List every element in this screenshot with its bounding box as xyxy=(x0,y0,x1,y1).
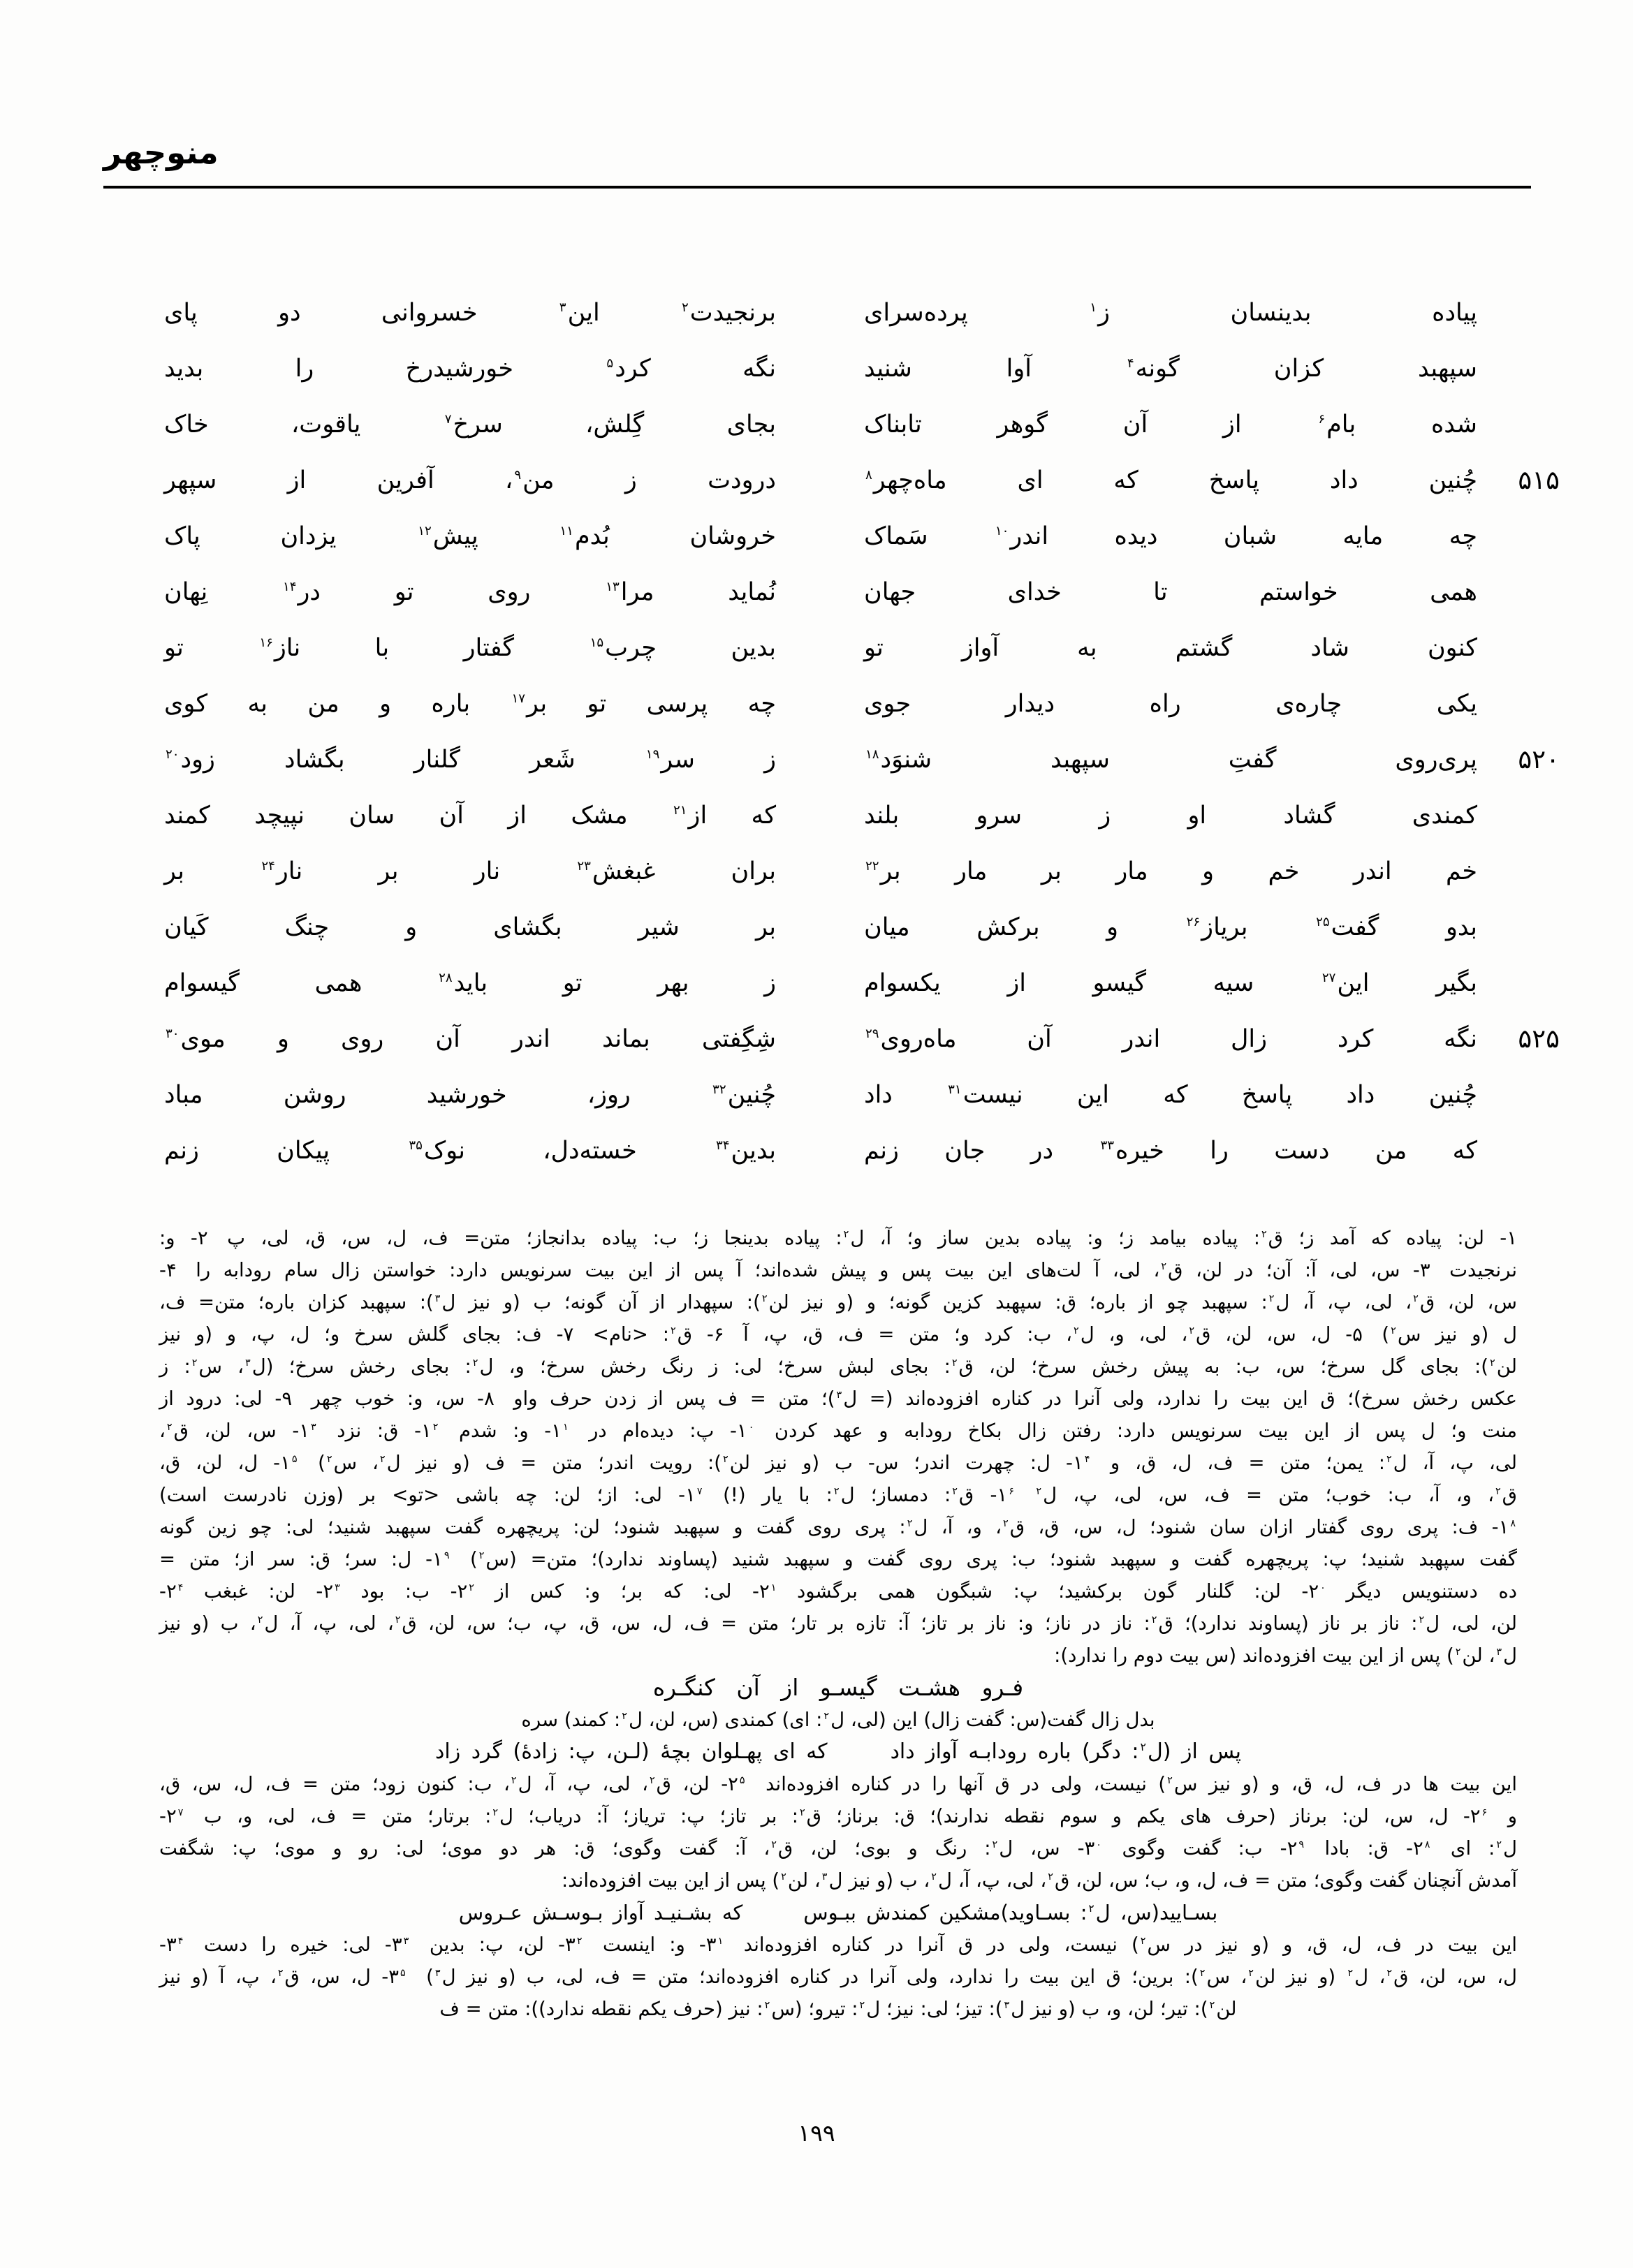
column-gap xyxy=(776,732,864,788)
hemistich-left: نگه کرد$^۵$ خورشیدرخ را بدید xyxy=(164,355,776,383)
verse-number xyxy=(1477,1123,1560,1179)
hemistich-left: بر شیر بگشای و چنگ کَیان xyxy=(164,913,776,941)
column-gap xyxy=(776,341,864,397)
hemistich-right: چُنین داد پاسخ که ای ماه‌چهر$^۸$ xyxy=(865,466,1477,494)
column-gap xyxy=(776,1123,864,1179)
apparatus-line: ل$^۲$: ای $۲^۸-$ ق: بادا $۲^۹-$ ب: گفت وگوی $۳^۰-$ س، ل$^۲$: رنگ و بوی؛ لن، ق$^۲$، آ: گفت وگوی؛ ق: هر دو موی؛ لی: رو و موی؛ پ: شگفت xyxy=(159,1837,1517,1860)
hemistich-right: کمندی گشاد او ز سرو بلند xyxy=(864,802,1477,830)
apparatus-line: لن، لی، ل$^۲$: ناز بر ناز (پساوند ندارد)؛ ق$^۲$: ناز در ناز؛ و: ناز بر تاز؛ آ: تازه بر تار؛ متن = ف، ل، س، ق، پ، ب؛ س، لن، ق$^۲$، لی، پ، آ، ل$^۲$، ب (و نیز xyxy=(159,1612,1518,1635)
apparatus-line: نرنجیدت ۳- س، لی، آ: آن؛ در لن، ق$^۲$، لی، آ لت‌های این بیت پس و پیش شده‌اند؛ آ پس از این بیت سرنویس دارد: خواستن زال سام رودابه را ۴- xyxy=(159,1259,1517,1281)
apparatus-line: ق$^۲$، و، آ، ب: خوب؛ متن = ف، س، لی، پ، ل$^۲$ $۱^۶-$ ق$^۲$: دمساز؛ ل$^۲$: با یار (!) $۱^۷-$ لی: از؛ لن: چه باشی <تو> بر (وزن نادرست است) xyxy=(159,1484,1517,1506)
hemistich-left: بران غبغش$^{۲۳}$ نار بر نار$^{۲۴}$ بر xyxy=(164,857,777,885)
chapter-title: منوچهر xyxy=(103,134,219,171)
column-gap xyxy=(776,285,864,341)
header-rule xyxy=(103,186,1531,189)
verse-row xyxy=(164,899,1560,955)
apparatus-line: این بیت در ف، ل، ق، و (و نیز در س$^۲$) نیست، ولی در ق آنرا در کناره افزوده‌اند $۳^۱-$ و: اینست $۳^۲-$ لن، پ: بدین $۳^۳-$ لی: خیره را دست $۳^۴-$ xyxy=(159,1934,1517,1956)
hemistich-right: یکی چاره‌ی راه دیدار جوی xyxy=(864,690,1477,718)
apparatus-line: این بیت ها در ف، ل، ق، و (و نیز س$^۲$) نیست، ولی در ق آنها را در کناره افزوده‌اند $۲^۵-$ لن، ق$^۲$، لی، پ، آ، ل$^۲$، ب: کنون زود؛ متن = ف، ل، س، ق، xyxy=(159,1773,1518,1795)
verse-row xyxy=(164,1067,1560,1123)
column-gap xyxy=(776,1011,864,1067)
hemistich-right: سپهبد کزان گونه$^۴$ آوا شنید xyxy=(864,355,1477,383)
column-gap xyxy=(776,620,864,676)
poem-section xyxy=(164,285,1560,1179)
hemistich-left: برنجیدت$^۲$ این$^۳$ خسروانی دو پای xyxy=(164,299,777,327)
verse-number xyxy=(1477,1067,1560,1123)
verse-row xyxy=(164,955,1560,1011)
apparatus-line: فـرو هشـت گیسـو از آن کنگـره xyxy=(652,1674,1024,1701)
apparatus-line: بدل زال گفت(س: گفت زال) این (لی، ل$^۲$: ای) کمندی (س، لن، ل$^۲$: کمند) سره xyxy=(521,1709,1155,1731)
hemistich-left: ز بهر تو باید$^{۲۸}$ همی گیسوام xyxy=(164,969,776,997)
verse-row xyxy=(164,732,1560,788)
hemistich-right: همی خواستم تا خدای جهان xyxy=(864,578,1477,606)
verse-number xyxy=(1477,788,1560,844)
verse-number xyxy=(1477,508,1560,564)
hemistich-left: درودت ز من$^۹$، آفرین از سپهر xyxy=(164,466,776,494)
hemistich-right: پیاده بدینسان ز$^۱$ پرده‌سرای xyxy=(864,299,1477,327)
hemistich-left: چه پرسی تو بر$^{۱۷}$ باره و من به کوی xyxy=(164,690,776,718)
hemistich-right: بدو گفت$^{۲۵}$ بریاز$^{۲۶}$ و برکش میان xyxy=(864,913,1477,941)
verse-number xyxy=(1477,564,1560,620)
verse-row xyxy=(164,788,1560,844)
verse-row xyxy=(164,285,1560,341)
apparatus-line: ل (و نیز س$^۲$) ۵- ل، س، لن، ق$^۲$، لی، و، ل$^۲$، ب: کرد و؛ متن = ف، ق، پ، آ ۶- ق$^۲$: <نام> ۷- ف: بجای گلش سرخ و؛ ل، پ، و (و نیز xyxy=(159,1323,1517,1346)
hemistich-left: ز سر$^{۱۹}$ شَعر گلنار بگشاد زود$^{۲۰}$ xyxy=(166,746,776,774)
hemistich-right: چه مایه شبان دیده اندر$^{۱۰}$ سَماک xyxy=(864,522,1477,550)
verse-row xyxy=(164,844,1560,899)
column-gap xyxy=(776,564,864,620)
verse-number xyxy=(1477,955,1560,1011)
column-gap xyxy=(776,397,864,452)
apparatus-line: س، لن، ق$^۲$، لی، پ، آ، ل$^۲$: سپهبد چو از باره؛ ق: سپهبد کزین گونه؛ و (و نیز لن$^۲$): سپهدار از آن گونه؛ ب (و نیز ل$^۳$): سپهبد کزان باره؛ متن= ف، xyxy=(159,1291,1518,1313)
hemistich-left: که از$^{۲۱}$ مشک از آن سان نپیچد کمند xyxy=(164,802,776,830)
verse-number: ۵۲۵ xyxy=(1518,1024,1560,1054)
hemistich-left: چُنین$^{۳۲}$ روز، خورشید روشن مباد xyxy=(164,1081,776,1109)
column-gap xyxy=(776,452,864,508)
apparatus-line: منت و؛ ل پس از این بیت سرنویس دارد: رفتن زال بکاخ رودابه و عهد کردن $۱^۰-$ پ: دیده‌ام در $۱^۱-$ و: شدم $۱^۲-$ ق: نزد $۱^۳-$ س، لن، ق$^۲$، xyxy=(159,1420,1517,1442)
hemistich-right: بگیر این$^{۲۷}$ سیه گیسو از یکسوام xyxy=(864,969,1477,997)
column-gap xyxy=(776,788,864,844)
apparatus-line: لن$^۲$): بجای گل سرخ؛ س، ب: به پیش رخش سرخ؛ لن، ق$^۲$: بجای لبش سرخ؛ لی: ز رنگ رخش سرخ؛ و، ل$^۲$: بجای رخش سرخ؛ (ل$^۳$، س$^۲$: ز xyxy=(159,1355,1518,1378)
hemistich-left: بدین$^{۳۴}$ خسته‌دل، نوک$^{۳۵}$ پیکان زنم xyxy=(164,1137,776,1165)
verse-row xyxy=(164,1123,1560,1179)
verse-row xyxy=(164,564,1560,620)
hemistich-left: بجای گِلش، سرخ$^۷$ یاقوت، خاک xyxy=(164,411,777,439)
apparatus-line: لن$^۲$): تیر؛ لن، و، ب (و نیز ل$^۳$): تیز؛ لی: نیز؛ ل$^۲$: تیرو؛ (س$^۲$: نیز (حرف یکم نقطه ندارد)): متن = ف xyxy=(439,1998,1237,2020)
column-gap xyxy=(776,508,864,564)
page-number: ۱۹۹ xyxy=(798,2119,835,2146)
verse-number xyxy=(1477,844,1560,899)
hemistich-right: خم اندر خم و مار بر مار بر$^{۲۲}$ xyxy=(865,857,1477,885)
hemistich-left: شِگِفتی بماند اندر آن روی و موی$^{۳۰}$ xyxy=(166,1025,776,1053)
column-gap xyxy=(776,844,864,899)
verse-number xyxy=(1477,341,1560,397)
verse-row xyxy=(164,1011,1560,1067)
verse-row xyxy=(164,620,1560,676)
verse-row xyxy=(164,341,1560,397)
verse-row xyxy=(164,508,1560,564)
apparatus-line: ۱ $^۸$- ف: پری روی گفتار ازان سان شنود؛ ل، س، ق، ق$^۲$، و، آ، ل$^۲$: پری روی گفت و سپهبد شنود؛ لن: پریچهره گفت سپهبد شنید؛ لی: چو زین گونه xyxy=(159,1516,1516,1538)
apparatus-line: پس از (ل$^۲$: دگر) باره رودابـه آواز داد که ای پهـلوان بچهٔ (لـن، پ: زادهٔ) گرد زاد xyxy=(435,1739,1241,1764)
column-gap xyxy=(776,899,864,955)
verse-number xyxy=(1477,285,1560,341)
column-gap xyxy=(776,955,864,1011)
verse-number: ۵۲۰ xyxy=(1518,744,1560,774)
verse-row xyxy=(164,397,1560,452)
column-gap xyxy=(776,1067,864,1123)
hemistich-right: شده بام$^۶$ از آن گوهر تابناک xyxy=(864,411,1477,439)
apparatus-line: ل، س، لن، ق$^۲$، ل$^۲$ (و نیز لن$^۲$، س$^۲$): برین؛ ق این بیت را ندارد، ولی آنرا در کناره افزوده‌اند؛ متن = ف، لی، ب (و نیز ل$^۳$) $۳^۵-$ ل، س، ق$^۲$، پ، آ (و نیز xyxy=(159,1966,1517,1988)
hemistich-left: نُماید مرا$^{۱۳}$ روی تو در$^{۱۴}$ نِهان xyxy=(164,578,776,606)
verse-row xyxy=(164,452,1560,508)
hemistich-right: کنون شاد گشتم به آواز تو xyxy=(864,634,1477,662)
verse-number xyxy=(1477,397,1560,452)
hemistich-right: چُنین داد پاسخ که این نیست$^{۳۱}$ داد xyxy=(864,1081,1477,1109)
hemistich-right: پری‌روی گفتِ سپهبد شنوَد$^{۱۸}$ xyxy=(865,746,1477,774)
hemistich-left: خروشان بُدم$^{۱۱}$ پیش$^{۱۲}$ یزدان پاک xyxy=(164,522,776,550)
apparatus-line: و $۲^۶-$ ل، س، لن: برناز (حرف های یکم و سوم نقطه ندارند)؛ ق: برناز؛ ق$^۲$: بر تاز؛ پ: تریاز؛ آ: دریاب؛ ل$^۲$: برتار؛ متن = ف، لی، و، ب $۲^۷-$ xyxy=(159,1805,1517,1827)
apparatus-line: ل$^۳$، لن$^۲$) پس از این بیت افزوده‌اند (س بیت دوم را ندارد): xyxy=(1054,1644,1517,1667)
critical-apparatus-section xyxy=(159,1222,1517,2025)
hemistich-right: که من دست را خیره$^{۳۳}$ در جان زنم xyxy=(864,1137,1477,1165)
verse-number xyxy=(1477,620,1560,676)
hemistich-right: نگه کرد زال اندر آن ماه‌روی$^{۲۹}$ xyxy=(865,1025,1477,1053)
apparatus-line: عکس رخش سرخ)؛ ق این بیت را ندارد، ولی آنرا در کناره افزوده‌اند (= ل$^۳$)؛ متن = ف پس از زدن حرف واو ۸- س، و: خوب چهر ۹- لی: درود از xyxy=(159,1387,1517,1410)
verse-number xyxy=(1477,676,1560,732)
apparatus-line: بسـایید(س، ل$^۲$: بسـاوید)مشکین کمندش ببـوس که بشـنیـد آواز بـوسـش عـروس xyxy=(458,1901,1218,1924)
apparatus-line: لی، پ، آ، ل$^۲$: یمن؛ متن = ف، ل، ق، و $۱^۴-$ ل: چهرت اندر؛ س- ب (و نیز لن$^۲$): رویت اندر؛ متن = ف (و نیز ل$^۲$، س$^۲$) $۱^۵-$ ل، لن، ق، xyxy=(159,1452,1518,1474)
apparatus-line: گفت سپهبد شنید؛ پ: پریچهره گفت و سپهبد شنود؛ ب: پری روی گفت و سپهبد شنید (پساوند ندارد)؛ متن= (س$^۲$) $۱^۹-$ ل: سر؛ ق: سر از؛ متن = xyxy=(159,1548,1517,1570)
verse-number: ۵۱۵ xyxy=(1518,465,1560,495)
verse-row xyxy=(164,676,1560,732)
verse-number xyxy=(1477,899,1560,955)
apparatus-line: ۱- لن: پیاده که آمد ز؛ ق$^۲$: پیاده بیامد ز؛ و: پیاده بدین ساز و؛ آ، ل$^۲$: پیاده بدینجا ز؛ ب: پیاده بدانجاز؛ متن= ف، ل، س، ق، لی، پ ۲- و: xyxy=(159,1227,1517,1249)
hemistich-left: بدین چرب$^{۱۵}$ گفتار با ناز$^{۱۶}$ تو xyxy=(164,634,776,662)
apparatus-line: آمدش آنچنان گفت وگوی؛ متن = ف، ل، و، ب؛ س، لن، ق$^۲$، لی، پ، آ، ل$^۲$، ب (و نیز ل$^۳$، لن$^۲$) پس از این بیت افزوده‌اند: xyxy=(561,1869,1517,1892)
column-gap xyxy=(776,676,864,732)
apparatus-line: ده دستنویس دیگر $۲^۰-$ لن: گلنار گون برکشید؛ پ: شبگون همی برگشود $۲^۱-$ لی: که بر؛ و: کس از $۲^۲-$ ب: بود $۲^۳-$ لن: غبغب $۲^۴-$ xyxy=(159,1580,1517,1603)
